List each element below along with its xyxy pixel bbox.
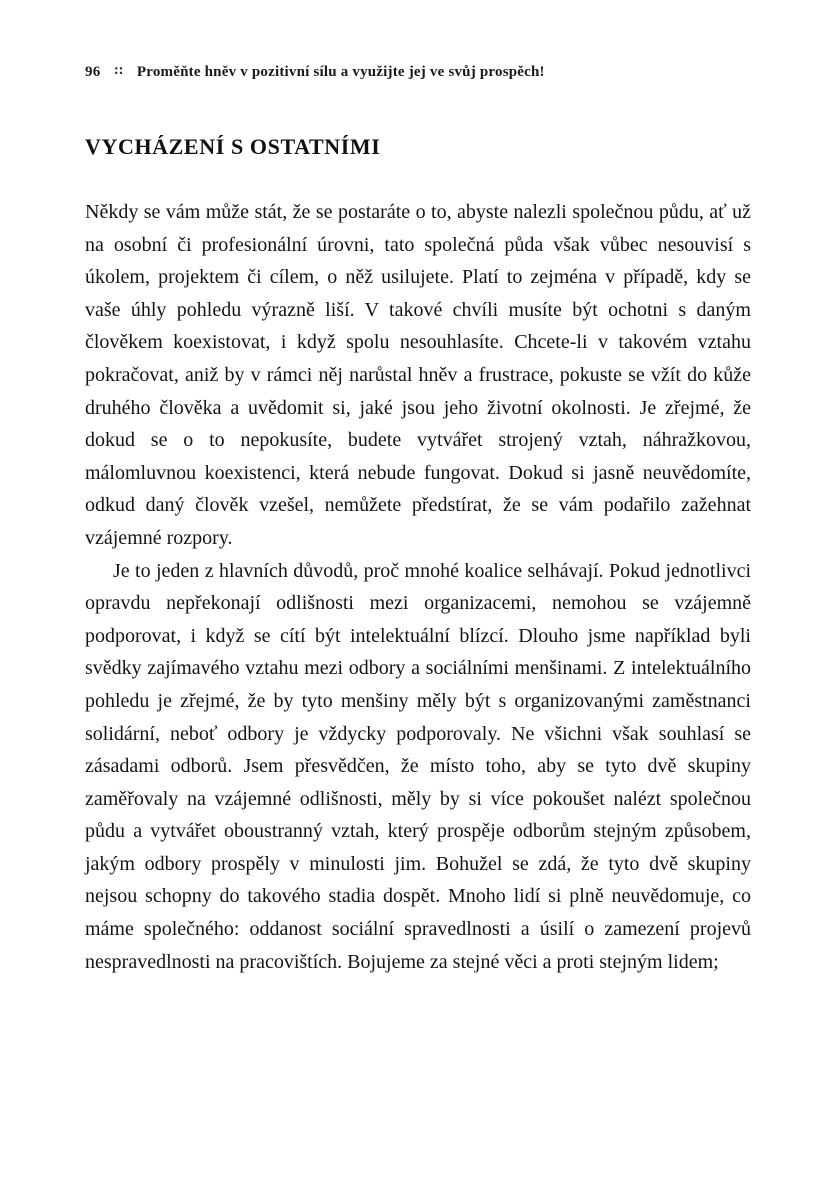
page-number: 96 — [85, 64, 101, 80]
paragraph: Někdy se vám může stát, že se postaráte o to, abyste nalezli společnou půdu, ať už na osobní či profesionální úrovni, tato společná půda však vůbec nesouvisí s úkolem, projektem či cílem, o něž usilujete. Platí to zejména v případě, kdy se vaše úhly pohledu výrazně liší. V takové chvíli musíte být ochotni s daným člověkem koexistovat, i když spolu nesouhlasíte. Chcete-li v takovém vztahu pokračovat, aniž by v rámci něj narůstal hněv a frustrace, pokuste se vžít do kůže druhého člověka a uvědomit si, jaké jsou jeho životní okolnosti. Je zřejmé, že dokud se o to nepokusíte, budete vytvářet strojený vztah, náhražkovou, málomluvnou koexistenci, která nebude fungovat. Dokud si jasně neuvědomíte, odkud daný člověk vzešel, nemůžete předstírat, že se vám podařilo zažehnat vzájemné rozpory. — [85, 201, 751, 549]
section-heading: VYCHÁZENÍ S OSTATNÍMI — [85, 134, 381, 159]
running-header-title: Proměňte hněv v pozitivní sílu a využijte jej ve svůj prospěch! — [136, 64, 545, 80]
running-header — [85, 64, 751, 81]
header-separator-icon: ∷ — [114, 64, 123, 78]
paragraph: Je to jeden z hlavních důvodů, proč mnohé koalice selhávají. Pokud jednotlivci opravdu nepřekonají odlišnosti mezi organizacemi, nemohou se vzájemně podporovat, i když se cítí být intelektuální blízcí. Dlouho jsme například byli svědky zajímavého vztahu mezi odbory a sociálními menšinami. Z intelektuálního pohledu je zřejmé, že by tyto menšiny měly být s organizovanými zaměstnanci solidární, neboť odbory je vždycky podporovaly. Ne všichni však souhlasí se zásadami odborů. Jsem přesvědčen, že místo toho, aby se tyto dvě skupiny zaměřovaly na vzájemné odlišnosti, měly by si více pokoušet nalézt společnou půdu a vytvářet oboustranný vztah, který prospěje odborům stejným způsobem, jakým odbory prospěly v minulosti jim. Bohužel se zdá, že tyto dvě skupiny nejsou schopny do takového stadia dospět. Mnoho lidí si plně neuvědomuje, co máme společného: oddanost sociální spravedlnosti a úsilí o zamezení projevů nespravedlnosti na pracovištích. Bojujeme za stejné věci a proti stejným lidem; — [85, 559, 751, 973]
body-text — [85, 196, 751, 978]
